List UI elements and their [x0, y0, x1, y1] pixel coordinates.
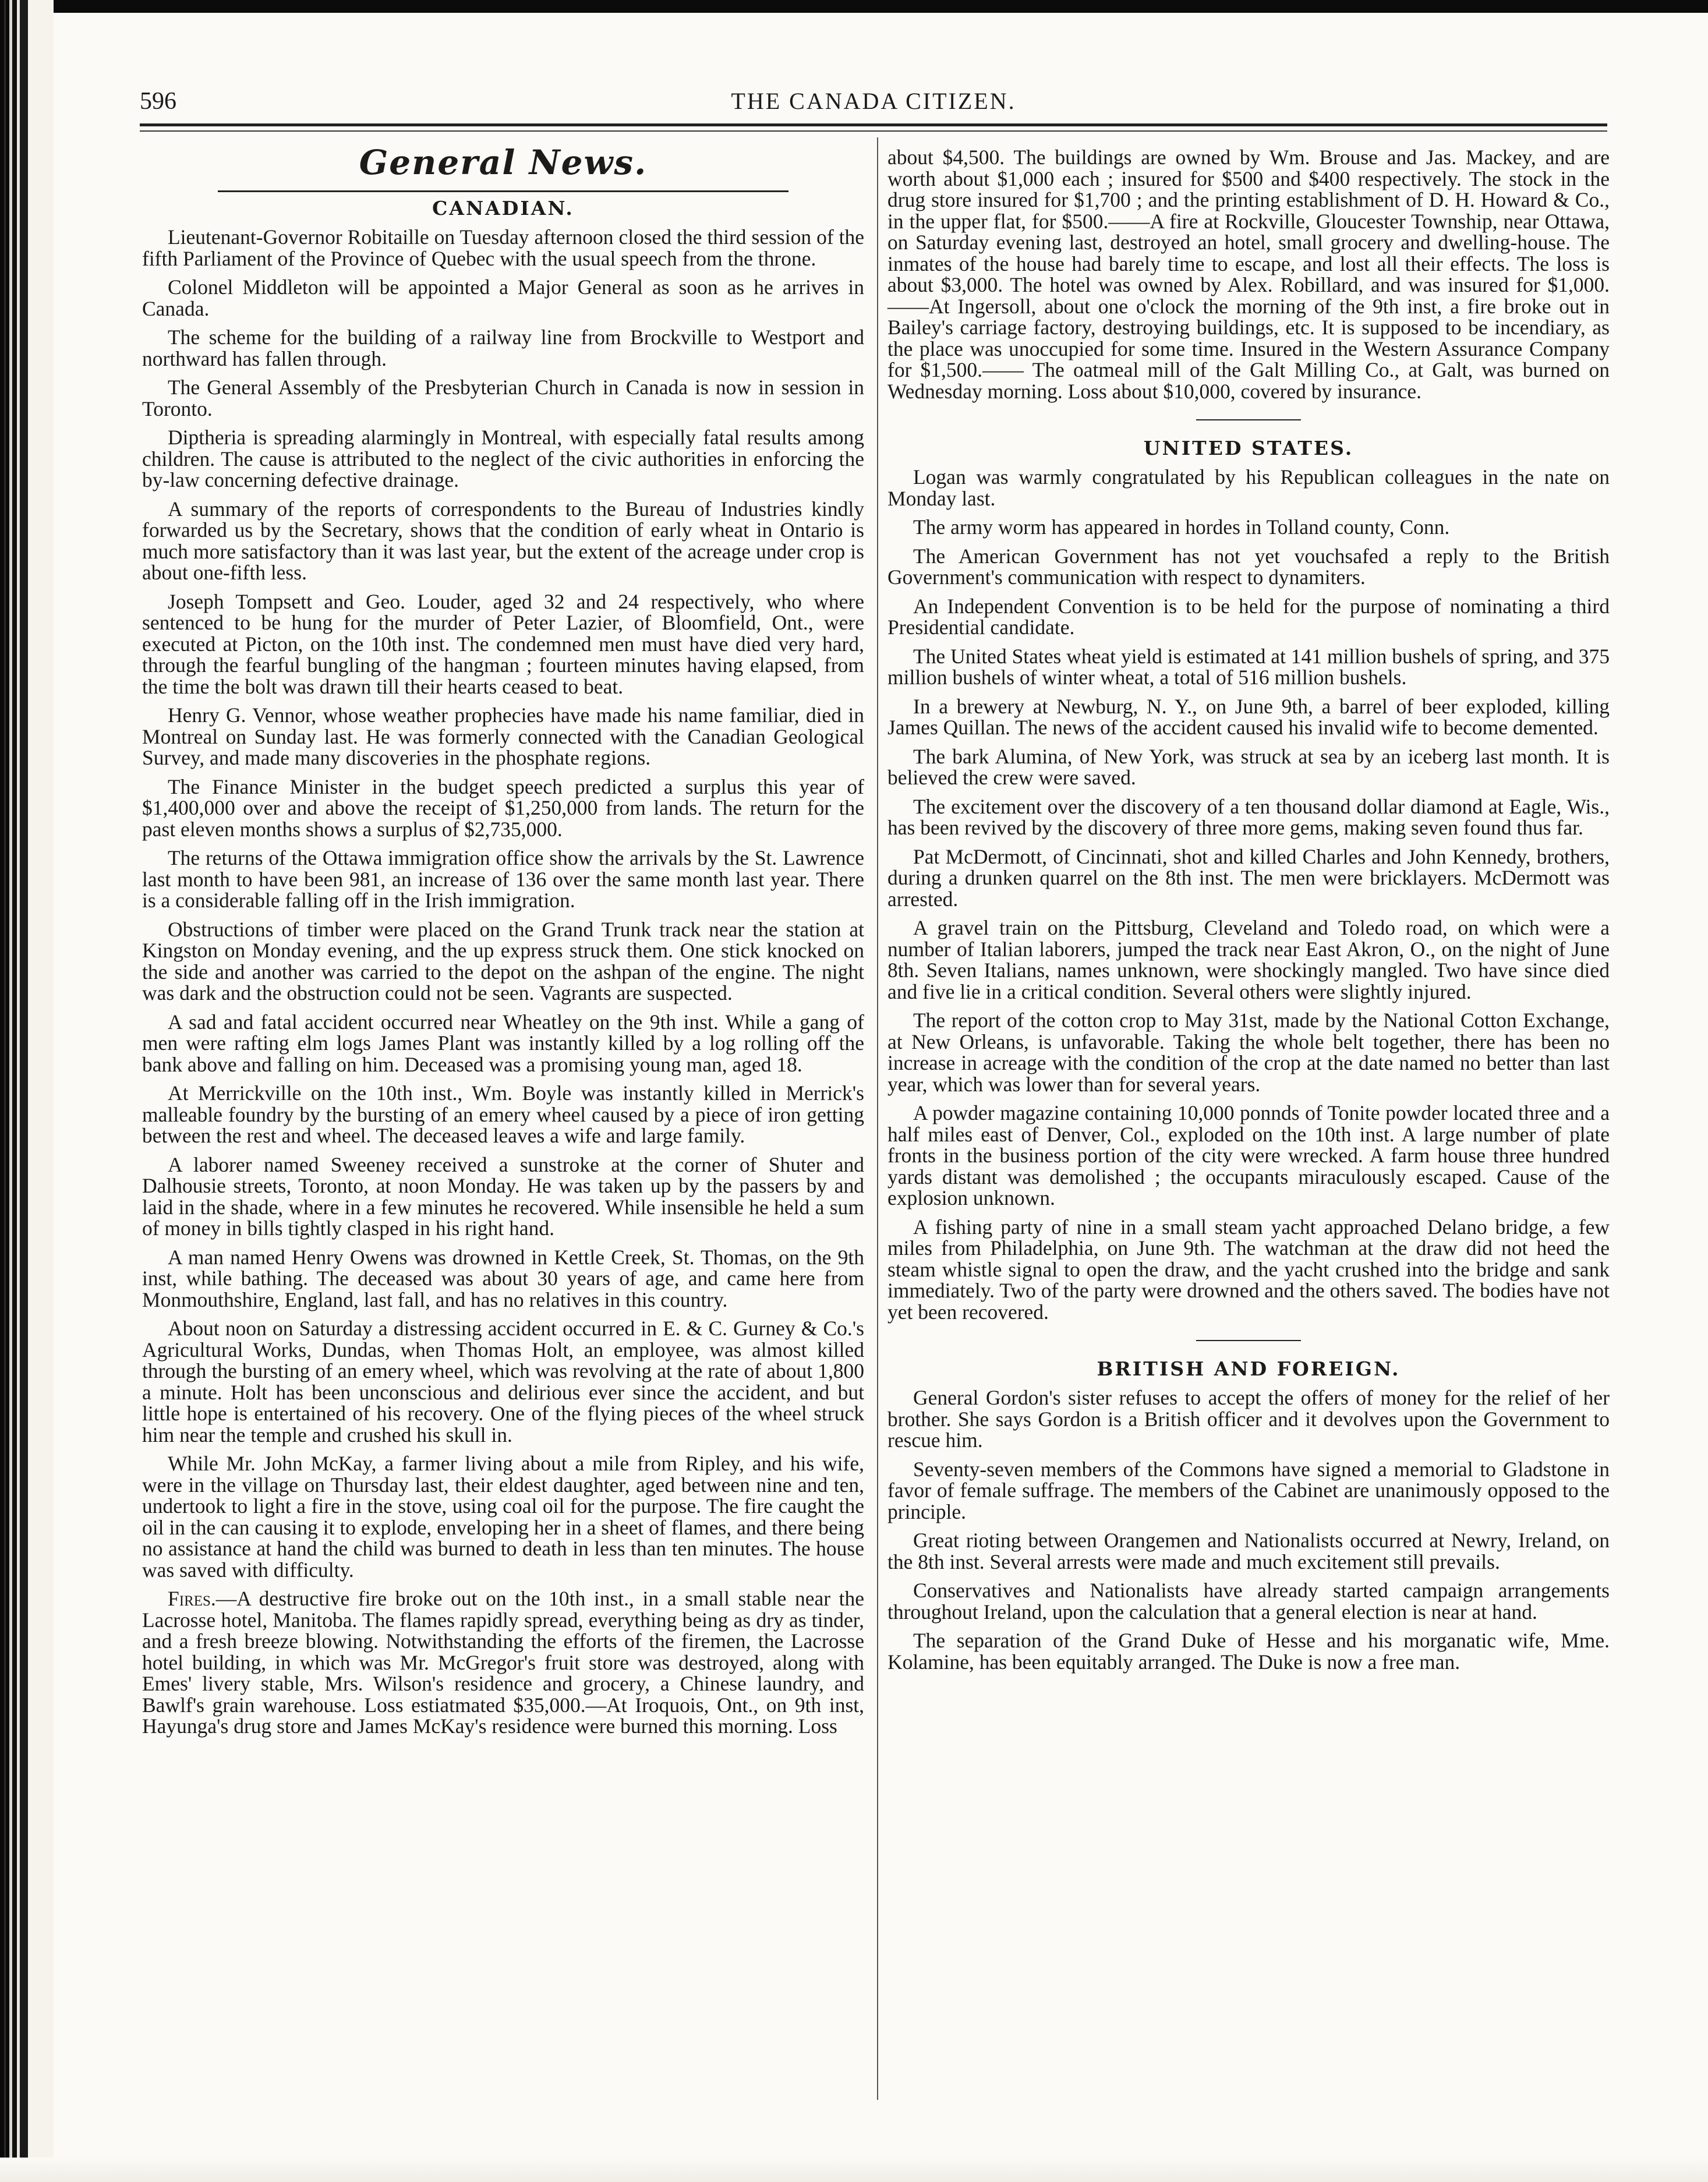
section-heading-canadian: CANADIAN.	[432, 197, 574, 220]
page-number: 596	[140, 88, 176, 115]
news-item: A sad and fatal accident occurred near Wheatley on the 9th inst. While a gang of men were rafting elm logs James Plant was instantly killed by a log rolling off the bank above and falling on him. Deceased was a promising young man, aged 18.	[142, 1010, 864, 1076]
masthead-rule	[218, 190, 788, 192]
news-item: Diptheria is spreading alarmingly in Montreal, with especially fatal results among children. The cause is attributed to the neglect of the civic authorities in enforcing the by-law concerning defective drainage.	[142, 426, 864, 491]
news-item: The army worm has appeared in hordes in Tolland county, Conn.	[913, 515, 1450, 539]
news-item: A fishing party of nine in a small steam yacht approached Delano bridge, a few miles from Philadelphia, on June 9th. The watchman at the draw did not heed the steam whistle signal to open the draw, and the yacht crushed into the bridge and sank immediately. Two of the party were drowned and the others saved. The bodies have not yet been recovered.	[887, 1215, 1610, 1324]
news-item: About noon on Saturday a distressing accident occurred in E. & C. Gurney & Co.'s Agricultural Works, Dundas, when Thomas Holt, an employee, was almost killed through the bursting of an emery wheel, which was revolving at the rate of about 1,800 a minute. Holt has been unconscious and delirious ever since the accident, and but little hope is entertained of his recovery. One of the flying pieces of the wheel struck him near the temple and crushed his skull in.	[142, 1317, 864, 1447]
news-item: The excitement over the discovery of a ten thousand dollar diamond at Eagle, Wis., has been revived by the discovery of three more gems, making seven found thus far.	[887, 794, 1610, 839]
header-rule-thin	[140, 130, 1607, 132]
news-item: Seventy-seven members of the Commons have signed a memorial to Gladstone in favor of female suffrage. The members of the Cabinet are unanimously opposed to the principle.	[887, 1457, 1610, 1523]
fires-item	[142, 1588, 864, 1737]
news-item: At Merrickville on the 10th inst., Wm. Boyle was instantly killed in Merrick's malleable foundry by the bursting of an emery wheel caused by a piece of iron getting between the rest and wheel. The deceased leaves a wife and large family.	[142, 1081, 864, 1147]
page-bottom-edge	[0, 2158, 1708, 2182]
fires-text: —A destructive fire broke out on the 10th inst., in a small stable near the Lacrosse hotel, Manitoba. The flames rapidly spread, everything being as dry as tinder, and a fresh breeze blowing. Notwithstanding the efforts of the firemen, the Lacrosse hotel building, in which was Mr. McGregor's fruit store was destroyed, along with Emes' livery stable, Mrs. Wilson's residence and grocery, a Chinese laundry, and Bawlf's grain warehouse. Loss estiatmated $35,000.—At Iroquois, Ont., on 9th inst, Hayunga's drug store and James McKay's residence were burned this morning. Loss	[142, 1587, 864, 1738]
page-header	[140, 87, 1607, 122]
news-item: The General Assembly of the Presbyterian Church in Canada is now in session in Toronto.	[142, 376, 864, 420]
news-item: Pat McDermott, of Cincinnati, shot and killed Charles and John Kennedy, brothers, during a drunken quarrel on the 8th inst. The men were bricklayers. McDermott was arrested.	[887, 844, 1610, 911]
news-item: The returns of the Ottawa immigration office show the arrivals by the St. Lawrence last month to have been 981, an increase of 136 over the same month last year. There is a considerable falling off in the Irish immigration.	[142, 846, 864, 912]
news-item: A laborer named Sweeney received a sunstroke at the corner of Shuter and Dalhousie streets, Toronto, at noon Monday. He was taken up by the passers by and laid in the shade, where in a few minutes he recovered. While insensible he held a sum of money in bills tightly clasped in his right hand.	[142, 1152, 864, 1240]
running-title: THE CANADA CITIZEN.	[731, 88, 1016, 114]
news-item: Henry G. Vennor, whose weather prophecies have made his name familiar, died in Montreal on Sunday last. He was formerly connected with the Canadian Geological Survey, and made many discoveries in the phosphate regions.	[142, 703, 864, 769]
news-item: Colonel Middleton will be appointed a Major General as soon as he arrives in Canada.	[142, 275, 864, 320]
section-divider-rule	[1196, 1340, 1301, 1341]
fires-continued: about $4,500. The buildings are owned by Wm. Brouse and Jas. Mackey, and are worth about $1,000 each ; insured for $500 and $400 respectively. The stock in the drug store insured for $1,700 ; and the printing establishment of D. H. Howard & Co., in the upper flat, for $500.——A fire at Rockville, Gloucester Township, near Ottawa, on Saturday evening last, destroyed an hotel, small grocery and dwelling-house. The inmates of the house had barely time to escape, and lost all their effects. The loss is about $3,000. The hotel was owned by Alex. Robillard, and was insured for $1,000.——At Ingersoll, about one o'clock the morning of the 9th inst, a fire broke out in Bailey's carriage factory, destroying buildings, etc. It is supposed to be incendiary, as the place was unoccupied for some time. Insured in the Western Assurance Company for $1,500.—— The oatmeal mill of the Galt Milling Co., at Galt, was burned on Wednesday morning. Loss about $10,000, covered by insurance.	[887, 146, 1610, 403]
news-item: Lieutenant-Governor Robitaille on Tuesday afternoon closed the third session of the fifth Parliament of the Province of Quebec with the usual speech from the throne.	[142, 225, 864, 270]
news-item: A man named Henry Owens was drowned in Kettle Creek, St. Thomas, on the 9th inst, while bathing. The deceased was about 30 years of age, and came here from Monmouthshire, England, last fall, and has no relatives in this country.	[142, 1245, 864, 1311]
news-item: The scheme for the building of a railway line from Brockville to Westport and northward has fallen through.	[142, 326, 864, 370]
binding-edge	[0, 0, 54, 2182]
news-item: The separation of the Grand Duke of Hesse and his morganatic wife, Mme. Kolamine, has been equitably arranged. The Duke is now a free man.	[887, 1629, 1610, 1674]
news-item: A gravel train on the Pittsburg, Cleveland and Toledo road, on which were a number of Italian laborers, jumped the track near East Akron, O., on the night of June 8th. Seven Italians, names unknown, were shockingly mangled. Two have since died and five lie in a critical condition. Several others were slightly injured.	[887, 916, 1610, 1003]
news-item: Obstructions of timber were placed on the Grand Trunk track near the station at Kingston on Monday evening, and the up express struck them. One stick knocked on the side and another was carried to the depot on the ashpan of the engine. The night was dark and the obstruction could not be seen. Vagrants are suspected.	[142, 917, 864, 1005]
news-item: General Gordon's sister refuses to accept the offers of money for the relief of her brother. She says Gordon is a British officer and it devolves upon the Government to rescue him.	[887, 1386, 1610, 1452]
news-item: The report of the cotton crop to May 31st, made by the National Cotton Exchange, at New Orleans, is unfavorable. Taking the whole belt together, there has been no increase in acreage with the condition of the crop at the date named no better than last year, which was lower than for several years.	[887, 1009, 1610, 1096]
news-item: In a brewery at Newburg, N. Y., on June 9th, a barrel of beer exploded, killing James Quillan. The news of the accident caused his invalid wife to become demented.	[887, 694, 1610, 739]
news-item: Conservatives and Nationalists have already started campaign arrangements throughout Ireland, upon the calculation that a general election is near at hand.	[887, 1579, 1610, 1624]
news-item: The United States wheat yield is estimated at 141 million bushels of spring, and 375 million bushels of winter wheat, a total of 516 million bushels.	[887, 644, 1610, 689]
news-item: A summary of the reports of correspondents to the Bureau of Industries kindly forwarded us by the Secretary, shows that the condition of early wheat in Ontario is much more satisfactory than it was last year, but the extent of the acreage under crop is about one-fifth less.	[142, 497, 864, 584]
news-item: Logan was warmly congratulated by his Republican colleagues in the nate on Monday last.	[887, 465, 1610, 510]
right-column	[887, 147, 1610, 1680]
section-divider-rule	[1196, 419, 1301, 420]
news-item: While Mr. John McKay, a farmer living about a mile from Ripley, and his wife, were in the village on Thursday last, their eldest daughter, aged between nine and ten, undertook to light a fire in the stove, using coal oil for the purpose. The fire caught the oil in the can causing it to explode, enveloping her in a sheet of flames, and there being no assistance at hand the child was burned to death in less than ten minutes. The house was saved with difficulty.	[142, 1452, 864, 1582]
left-column	[142, 143, 864, 1745]
news-item: The American Government has not yet vouchsafed a reply to the British Government's communication with respect to dynamiters.	[887, 544, 1610, 589]
news-item: The Finance Minister in the budget speech predicted a surplus this year of $1,400,000 over and above the receipt of $1,250,000 from lands. The return for the past eleven months shows a surplus of $2,735,000.	[142, 775, 864, 841]
masthead-general-news: General News.	[359, 143, 648, 182]
section-heading-british-foreign: BRITISH AND FOREIGN.	[1097, 1357, 1401, 1380]
section-heading-united-states: UNITED STATES.	[1143, 437, 1354, 459]
fires-lead: Fires.	[168, 1587, 216, 1610]
news-item: An Independent Convention is to be held for the purpose of nominating a third Presidential candidate.	[887, 594, 1610, 639]
news-item: Great rioting between Orangemen and Nationalists occurred at Newry, Ireland, on the 8th inst. Several arrests were made and much excitement still prevails.	[887, 1529, 1610, 1573]
page-top-edge	[0, 0, 1708, 13]
header-rule-thick	[140, 123, 1607, 126]
news-item: Joseph Tompsett and Geo. Louder, aged 32 and 24 respectively, who where sentenced to be hung for the murder of Peter Lazier, of Bloomfield, Ont., were executed at Picton, on the 10th inst. The condemned men must have died very hard, through the fearful bungling of the hangman ; fourteen minutes having elapsed, from the time the bolt was drawn till their hearts ceased to beat.	[142, 589, 864, 698]
column-divider	[877, 137, 878, 2100]
news-item: The bark Alumina, of New York, was struck at sea by an iceberg last month. It is believed the crew were saved.	[887, 744, 1610, 789]
news-item: A powder magazine containing 10,000 ponnds of Tonite powder located three and a half miles east of Denver, Col., exploded on the 10th inst. A large number of plate fronts in the business portion of the city were wrecked. A farm house three hundred yards distant was demolished ; the occupants miraculously escaped. Cause of the explosion unknown.	[887, 1101, 1610, 1210]
